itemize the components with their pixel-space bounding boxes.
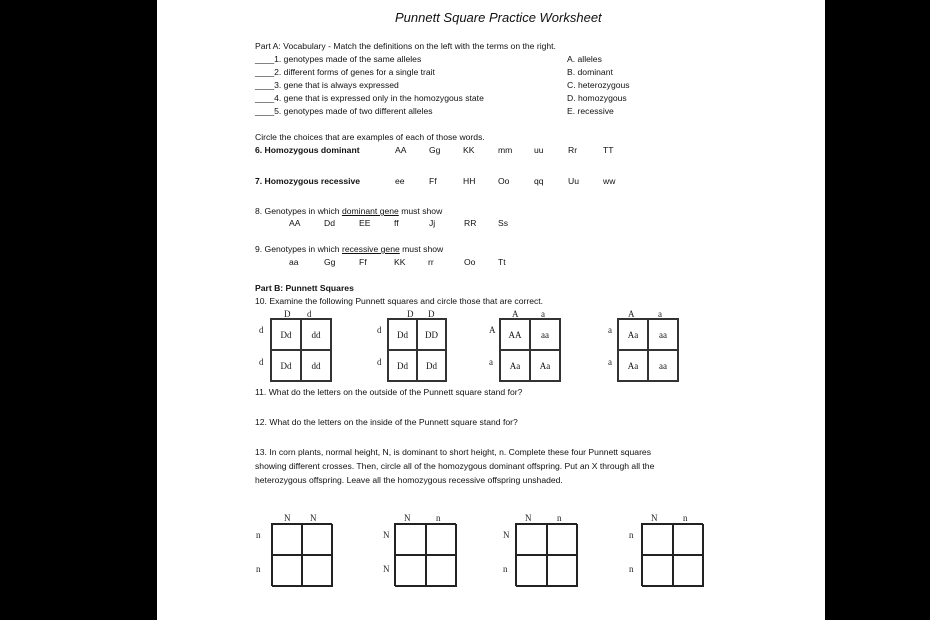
worksheet-page <box>157 0 825 620</box>
allele-label: d <box>377 325 382 335</box>
q6-label: 6. Homozygous dominant <box>255 145 360 155</box>
term-d: D. homozygous <box>567 93 627 103</box>
term-a: A. alleles <box>567 54 602 64</box>
q7-choice: Oo <box>498 176 510 186</box>
allele-label: n <box>629 564 634 574</box>
punnett-cell: aa <box>648 319 678 350</box>
q8-choice: AA <box>289 218 301 228</box>
q7-choice: Ff <box>429 176 437 186</box>
q6-choice: KK <box>463 145 475 155</box>
q8-choice: ff <box>394 218 399 228</box>
empty-cell <box>302 555 333 587</box>
q12-text: 12. What do the letters on the inside of the Punnett square stand for? <box>255 417 518 427</box>
q6-choice: Gg <box>429 145 441 155</box>
q7-choice: qq <box>534 176 544 186</box>
q7-choice: Uu <box>568 176 579 186</box>
allele-label: N <box>503 530 510 540</box>
q8-choice: Dd <box>324 218 335 228</box>
empty-cell <box>395 555 426 587</box>
q9-choice: rr <box>428 257 434 267</box>
q6-choice: AA <box>395 145 407 155</box>
q7-choice: ww <box>603 176 616 186</box>
definition-3: ____3. gene that is always expressed <box>255 80 399 90</box>
q6-choice: mm <box>498 145 513 155</box>
definition-1: ____1. genotypes made of the same alleles <box>255 54 422 64</box>
empty-cell <box>516 555 547 587</box>
page-title: Punnett Square Practice Worksheet <box>395 10 602 25</box>
allele-label: n <box>436 513 441 523</box>
term-c: C. heterozygous <box>567 80 630 90</box>
punnett-cell: Aa <box>618 319 648 350</box>
part-b-heading: Part B: Punnett Squares <box>255 283 354 293</box>
punnett-cell: aa <box>530 319 560 350</box>
punnett-cell: dd <box>301 319 331 350</box>
q9-choice: Gg <box>324 257 336 267</box>
q13-line-1: 13. In corn plants, normal height, N, is dominant to short height, n. Complete these four Punnett squares <box>255 447 652 457</box>
punnett-cell: Dd <box>388 319 417 350</box>
q8-label: 8. Genotypes in which dominant gene must show <box>255 206 443 216</box>
allele-label: A <box>512 309 519 319</box>
allele-label: a <box>541 309 545 319</box>
allele-label: N <box>404 513 411 523</box>
empty-cell <box>673 555 704 587</box>
allele-label: n <box>683 513 688 523</box>
allele-label: n <box>503 564 508 574</box>
punnett-cell: Dd <box>271 319 301 350</box>
empty-cell <box>395 524 426 555</box>
allele-label: N <box>383 564 390 574</box>
q6-choice: uu <box>534 145 544 155</box>
q9-choice: KK <box>394 257 406 267</box>
allele-label: a <box>489 357 493 367</box>
part-a-heading: Part A: Vocabulary - Match the definitions on the left with the terms on the right. <box>255 41 556 51</box>
definition-5: ____5. genotypes made of two different alleles <box>255 106 433 116</box>
q9-label: 9. Genotypes in which recessive gene must show <box>255 244 444 254</box>
allele-label: A <box>489 325 496 335</box>
punnett-cell: Dd <box>271 350 301 381</box>
allele-label: n <box>256 564 261 574</box>
allele-label: d <box>259 357 264 367</box>
q8-choice: RR <box>464 218 477 228</box>
punnett-cell: Aa <box>618 350 648 381</box>
allele-label: N <box>284 513 291 523</box>
allele-label: d <box>259 325 264 335</box>
punnett-cell: Dd <box>417 350 446 381</box>
empty-cell <box>547 524 578 555</box>
q9-choice: Ff <box>359 257 367 267</box>
empty-cell <box>642 524 673 555</box>
allele-label: D <box>284 309 291 319</box>
q8-choice: Jj <box>429 218 436 228</box>
empty-cell <box>272 555 302 587</box>
empty-cell <box>302 524 333 555</box>
term-b: B. dominant <box>567 67 613 77</box>
allele-label: d <box>377 357 382 367</box>
empty-cell <box>272 524 302 555</box>
punnett-cell: aa <box>648 350 678 381</box>
q8-choice: Ss <box>498 218 509 228</box>
q7-choice: ee <box>395 176 405 186</box>
empty-cell <box>642 555 673 587</box>
allele-label: n <box>557 513 562 523</box>
empty-cell <box>426 524 457 555</box>
punnett-cell: Aa <box>500 350 530 381</box>
q6-choice: TT <box>603 145 614 155</box>
q9-choice: Tt <box>498 257 506 267</box>
empty-cell <box>673 524 704 555</box>
q11-text: 11. What do the letters on the outside of the Punnett square stand for? <box>255 387 523 397</box>
q8-choice: EE <box>359 218 371 228</box>
q6-choice: Rr <box>568 145 578 155</box>
q13-line-2: showing different crosses. Then, circle all of the homozygous dominant offspring. Put an X through all the <box>255 461 655 471</box>
punnett-cell: AA <box>500 319 530 350</box>
q7-choice: HH <box>463 176 476 186</box>
term-e: E. recessive <box>567 106 614 116</box>
allele-label: d <box>307 309 312 319</box>
q13-line-3: heterozygous offspring. Leave all the homozygous recessive offspring unshaded. <box>255 475 563 485</box>
allele-label: N <box>525 513 532 523</box>
allele-label: N <box>383 530 390 540</box>
q7-label: 7. Homozygous recessive <box>255 176 361 186</box>
allele-label: n <box>256 530 261 540</box>
allele-label: D <box>407 309 414 319</box>
empty-cell <box>426 555 457 587</box>
punnett-cell: Dd <box>388 350 417 381</box>
allele-label: D <box>428 309 435 319</box>
empty-cell <box>547 555 578 587</box>
punnett-cell: DD <box>417 319 446 350</box>
definition-4: ____4. gene that is expressed only in the homozygous state <box>255 93 484 103</box>
q9-choice: Oo <box>464 257 476 267</box>
circle-instruction: Circle the choices that are examples of each of those words. <box>255 132 485 142</box>
allele-label: a <box>608 325 612 335</box>
allele-label: a <box>658 309 662 319</box>
punnett-cell: dd <box>301 350 331 381</box>
empty-cell <box>516 524 547 555</box>
allele-label: A <box>628 309 635 319</box>
allele-label: a <box>608 357 612 367</box>
allele-label: n <box>629 530 634 540</box>
allele-label: N <box>651 513 658 523</box>
q10-text: 10. Examine the following Punnett squares and circle those that are correct. <box>255 296 544 306</box>
punnett-cell: Aa <box>530 350 560 381</box>
q9-choice: aa <box>289 257 299 267</box>
allele-label: N <box>310 513 317 523</box>
definition-2: ____2. different forms of genes for a single trait <box>255 67 435 77</box>
